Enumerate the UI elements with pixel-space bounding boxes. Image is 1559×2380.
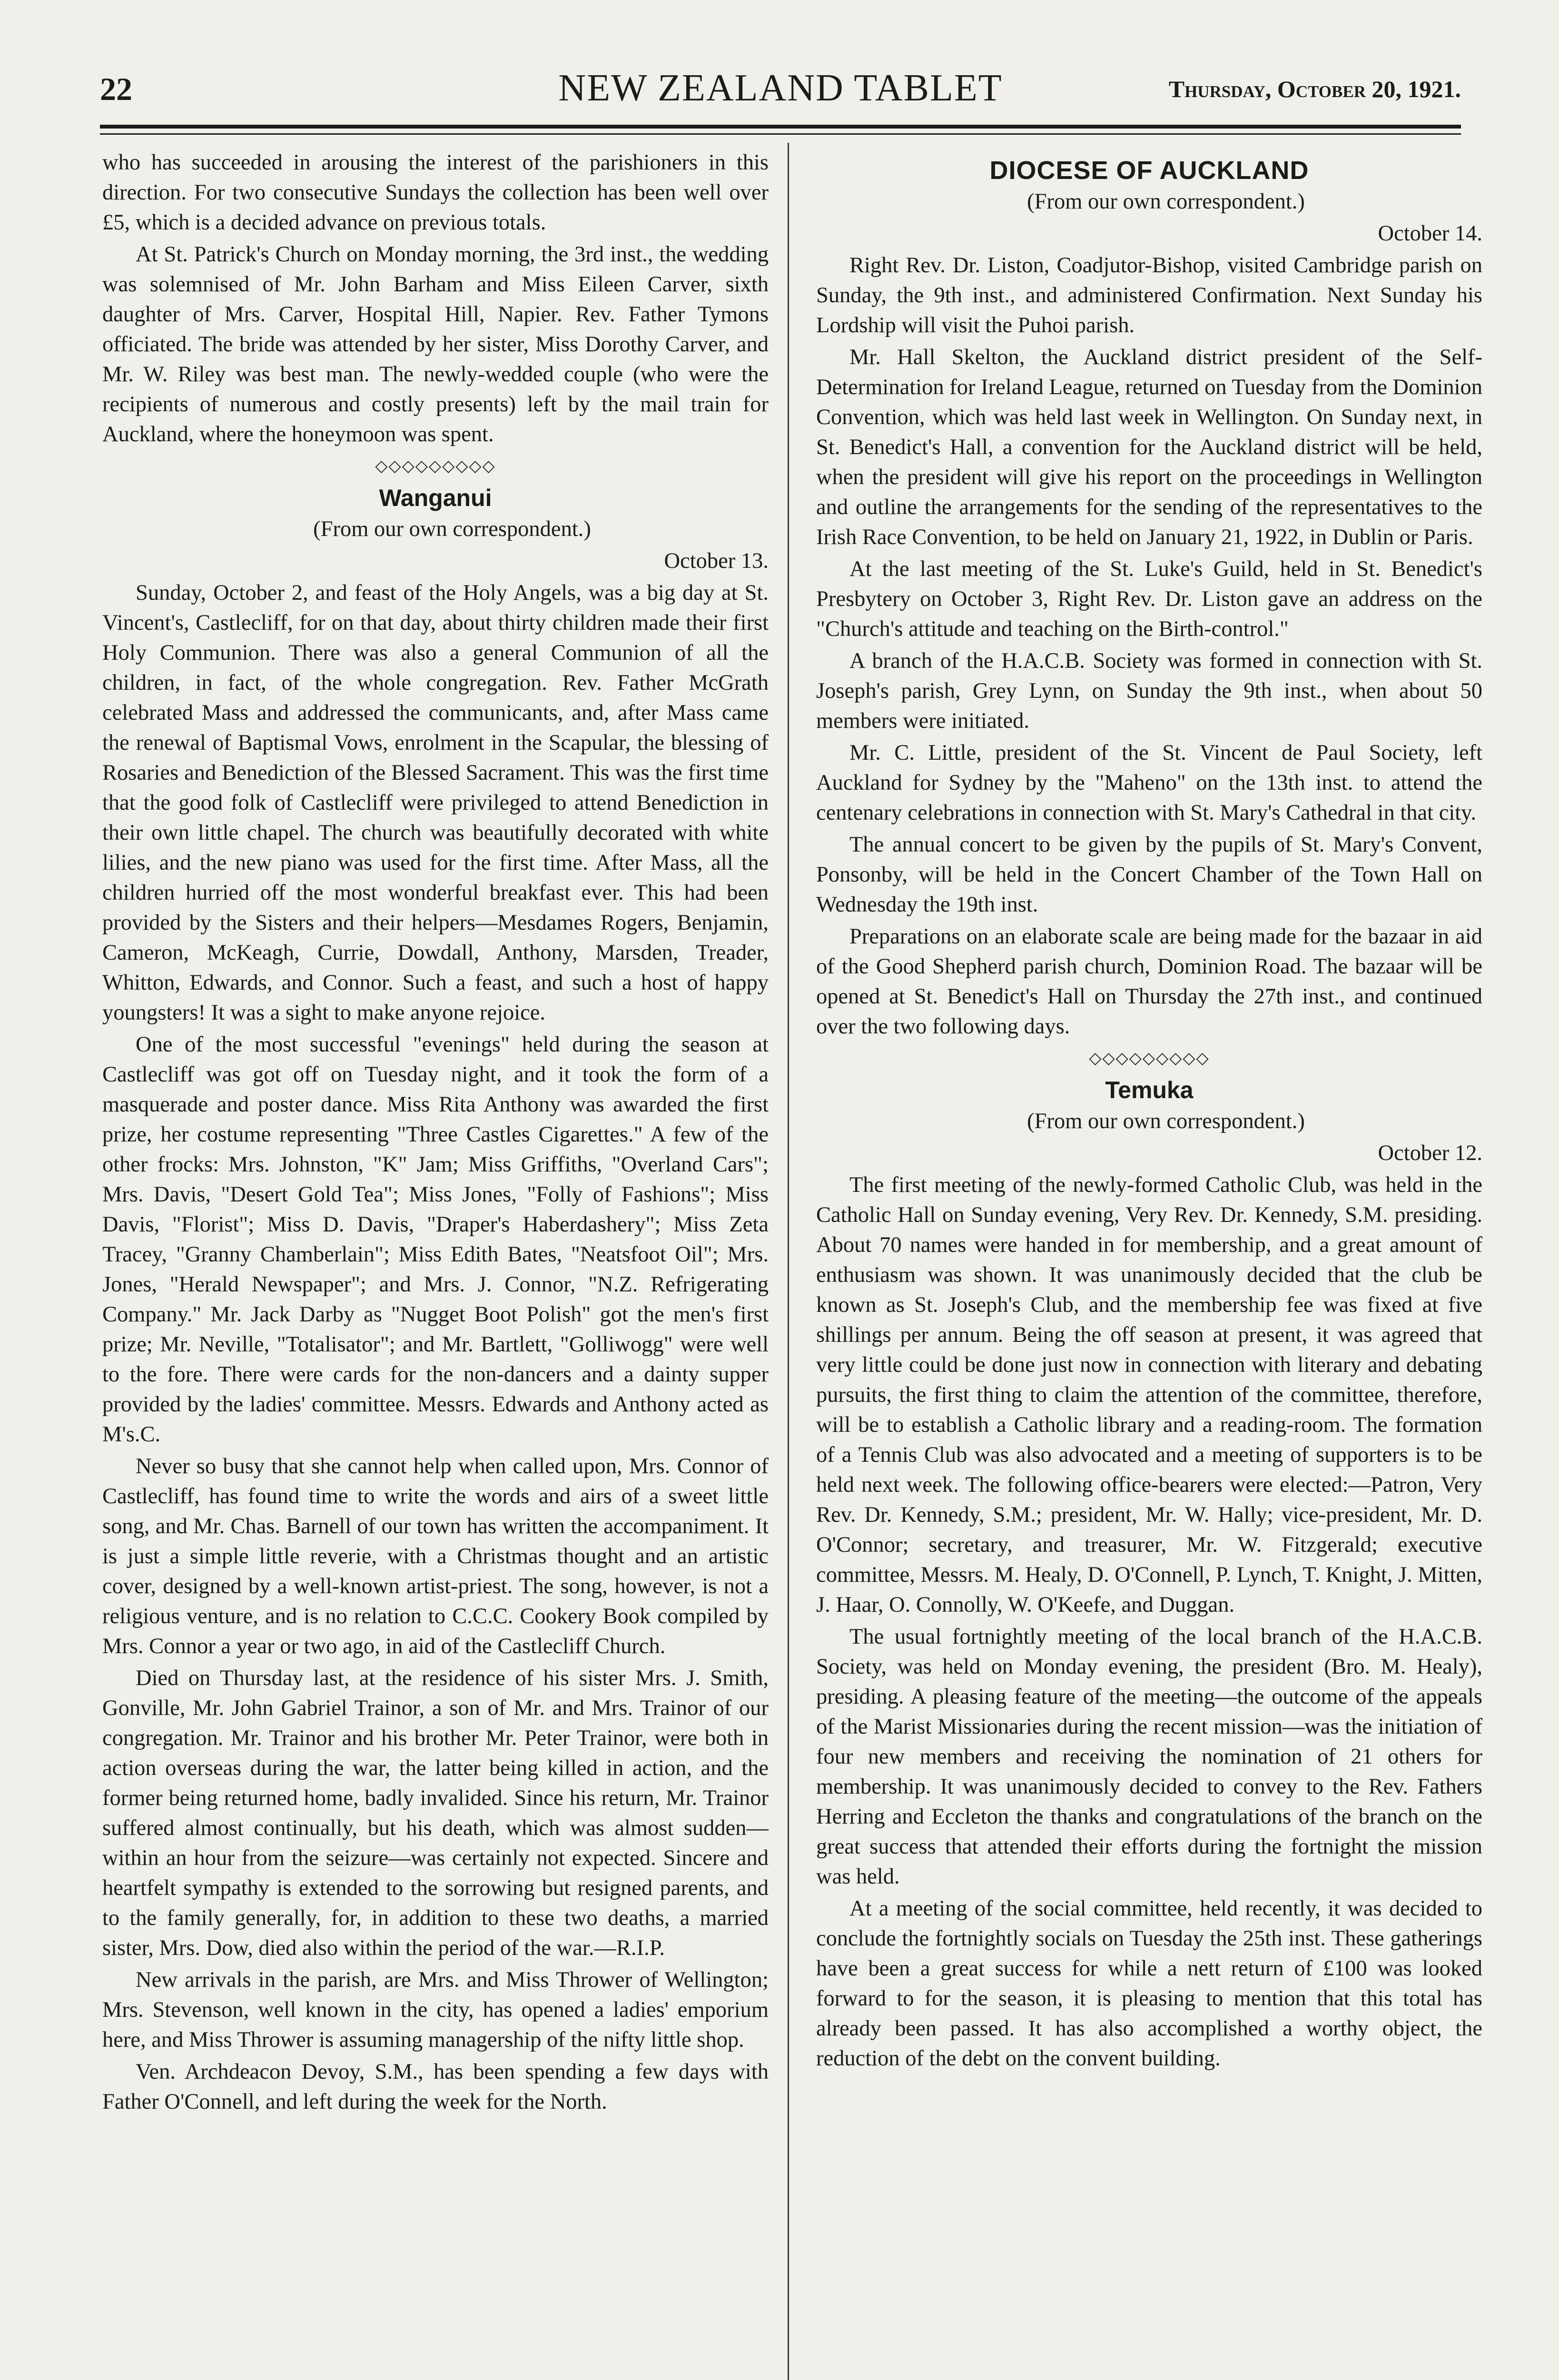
article-paragraph: A branch of the H.A.C.B. Society was formed in connection with St. Joseph's parish, Grey Lynn, on Sunday the 9th inst., when about 50 members were initiated. [816,649,1482,733]
wedding-paragraph: At St. Patrick's Church on Monday morning, the 3rd inst., the wedding was solemnised of Mr. John Barham and Miss Eileen Carver, sixth daughter of Mrs. Carver, Hospital Hill, Napier. Rev. Father Tymons officiated. The bride was attended by her sister, Miss Dorothy Carver, and Mr. W. Riley was best man. The newly-wedded couple (who were the recipients of numerous and costly presents) left by the mail train for Auckland, where the honeymoon was spent. [102,242,769,446]
article-paragraph: Sunday, October 2, and feast of the Holy Angels, was a big day at St. Vincent's, Castlecliff, for on that day, about thirty children made their first Holy Communion. There was also a general Communion of all the children, in fact, of the whole congregation. Rev. Father McGrath celebrated Mass and addressed the communicants, and, after Mass came the renewal of Baptismal Vows, enrolment in the Scapular, the blessing of Rosaries and Benediction of the Blessed Sacrament. This was the first time that the good folk of Castlecliff were privileged to attend Benediction in their own little chapel. The church was beautifully decorated with white lilies, and the new piano was used for the first time. After Mass, all the children hurried off the most wonderful breakfast ever. This had been provided by the Sisters and their helpers—Mesdames Rogers, Benjamin, Cameron, McKeagh, Currie, Dowdall, Anthony, Marsden, Treader, Whitton, Edwards, and Connor. Such a feast, and such a host of happy youngsters! It was a sight to make anyone rejoice. [102,581,769,1025]
header-rule-thin [100,133,1461,135]
article-paragraph: One of the most successful "evenings" held during the season at Castlecliff was got off on Tuesday night, and it took the form of a masquerade and poster dance. Miss Rita Anthony was awarded the first prize, her costume representing "Three Castles Cigarettes." A few of the other frocks: Mrs. Johnston, "K" Jam; Miss Griffiths, "Overland Cars"; Mrs. Davis, "Desert Gold Tea"; Miss Jones, "Folly of Fashions"; Miss Davis, "Florist"; Miss D. Davis, "Draper's Haberdashery"; Miss Zeta Tracey, "Granny Chamberlain"; Miss Edith Bates, "Neatsfoot Oil"; Mrs. Jones, "Herald Newspaper"; and Mrs. J. Connor, "N.Z. Refrigerating Company." Mr. Jack Darby as "Nugget Boot Polish" got the men's first prize; Mr. Neville, "Totalisator"; and Mr. Bartlett, "Golliwogg" were well to the fore. There were cards for the non-dancers and a dainty supper provided by the ladies' committee. Messrs. Edwards and Anthony acted as M's.C. [102,1032,769,1447]
section-byline: (From our own correspondent.) [1027,1109,1305,1133]
page-number: 22 [100,71,132,107]
intro-paragraph: who has succeeded in arousing the interest of the parishioners in this direction. For two consecutive Sundays the collection has been well over £5, which is a decided advance on previous totals. [102,150,769,235]
header-rule [100,125,1461,129]
section-date: October 13. [664,549,769,573]
article-paragraph: The annual concert to be given by the pupils of St. Mary's Convent, Ponsonby, will be held in the Concert Chamber of the Town Hall on Wednesday the 19th inst. [816,833,1482,917]
page-header [100,67,1461,114]
article-paragraph: Died on Thursday last, at the residence of his sister Mrs. J. Smith, Gonville, Mr. John Gabriel Trainor, a son of Mr. and Mrs. Trainor of our congregation. Mr. Trainor and his brother Mr. Peter Trainor, were both in action overseas during the war, the latter being killed in action, and the former being returned home, badly invalided. Since his return, Mr. Trainor suffered almost continually, but his death, which was almost sudden—within an hour from the seizure—was certainly not expected. Sincere and heartfelt sympathy is extended to the sorrowing but resigned parents, and to the family generally, for, in addition to these two deaths, a married sister, Mrs. Dow, died also within the period of the war.—R.I.P. [102,1666,769,1960]
section-title-auckland: DIOCESE OF AUCKLAND [989,156,1309,185]
section-date: October 14. [1378,221,1482,246]
section-title-wanganui: Wanganui [379,485,492,511]
right-column [816,151,1482,2075]
article-paragraph: Mr. C. Little, president of the St. Vincent de Paul Society, left Auckland for Sydney by the "Maheno" on the 13th inst. to attend the centenary celebrations in connection with St. Mary's Cathedral in that city. [816,741,1482,825]
masthead: NEW ZEALAND TABLET [558,67,1003,109]
dateline: Thursday, October 20, 1921. [1168,76,1461,102]
section-divider-ornament: ◇◇◇◇◇◇◇◇◇ [375,457,496,475]
section-byline: (From our own correspondent.) [313,517,591,541]
section-title-temuka: Temuka [1105,1077,1194,1103]
article-paragraph: The first meeting of the newly-formed Catholic Club, was held in the Catholic Hall on Sunday evening, Very Rev. Dr. Kennedy, S.M. presiding. About 70 names were handed in for membership, and a great amount of enthusiasm was shown. It was unanimously decided that the club be known as St. Joseph's Club, and the membership fee was fixed at five shillings per annum. Being the off season at present, it was agreed that very little could be done just now in connection with literary and debating pursuits, the first thing to claim the attention of the committee, therefore, will be to establish a Catholic library and a reading-room. The formation of a Tennis Club was also advocated and a meeting of supporters is to be held next week. The following office-bearers were elected:—Patron, Very Rev. Dr. Kennedy, S.M.; president, Mr. W. Hally; vice-president, Mr. D. O'Connor; secretary, and treasurer, Mr. W. Fitzgerald; executive committee, Messrs. M. Healy, D. O'Connell, P. Lynch, T. Knight, J. Mitten, J. Haar, O. Connolly, W. O'Keefe, and Duggan. [816,1173,1482,1617]
article-paragraph: Preparations on an elaborate scale are being made for the bazaar in aid of the Good Shepherd parish church, Dominion Road. The bazaar will be opened at St. Benedict's Hall on Thursday the 27th inst., and continued over the two following days. [816,924,1482,1039]
article-paragraph: At a meeting of the social committee, held recently, it was decided to conclude the fortnightly socials on Tuesday the 25th inst. These gatherings have been a great success for while a nett return of £100 was looked forward to for the season, it is pleasing to mention that this total has already been passed. It has also accomplished a worthy object, the reduction of the debt on the convent building. [816,1896,1482,2071]
section-date: October 12. [1378,1141,1482,1165]
section-byline: (From our own correspondent.) [1027,189,1305,214]
article-paragraph: Ven. Archdeacon Devoy, S.M., has been spending a few days with Father O'Connell, and left during the week for the North. [102,2060,769,2114]
article-paragraph: The usual fortnightly meeting of the local branch of the H.A.C.B. Society, was held on Monday evening, the president (Bro. M. Healy), presiding. A pleasing feature of the meeting—the outcome of the appeals of the Marist Missionaries during the recent mission—was the initiation of four new members and receiving the nomination of 21 others for membership. It was unanimously decided to convey to the Rev. Fathers Herring and Eccleton the thanks and congratulations of the branch on the great success that attended their efforts during the fortnight the mission was held. [816,1625,1482,1889]
left-column [102,148,769,2119]
article-paragraph: Never so busy that she cannot help when called upon, Mrs. Connor of Castlecliff, has found time to write the words and airs of a sweet little song, and Mr. Chas. Barnell of our town has written the accompaniment. It is just a simple little reverie, with a Christmas thought and an artistic cover, designed by a well-known artist-priest. The song, however, is not a religious venture, and is no relation to C.C.C. Cookery Book compiled by Mrs. Connor a year or two ago, in aid of the Castlecliff Church. [102,1454,769,1658]
section-divider-ornament: ◇◇◇◇◇◇◇◇◇ [1089,1050,1210,1067]
article-paragraph: New arrivals in the parish, are Mrs. and Miss Thrower of Wellington; Mrs. Stevenson, well known in the city, has opened a ladies' emporium here, and Miss Thrower is assuming managership of the nifty little shop. [102,1968,769,2052]
article-paragraph: At the last meeting of the St. Luke's Guild, held in St. Benedict's Presbytery on October 3, Right Rev. Dr. Liston gave an address on the "Church's attitude and teaching on the Birth-control." [816,557,1482,641]
column-divider [788,143,789,2380]
article-paragraph: Right Rev. Dr. Liston, Coadjutor-Bishop, visited Cambridge parish on Sunday, the 9th inst., and administered Confirmation. Next Sunday his Lordship will visit the Puhoi parish. [816,253,1482,337]
article-paragraph: Mr. Hall Skelton, the Auckland district president of the Self-Determination for Ireland League, returned on Tuesday from the Dominion Convention, which was held last week in Wellington. On Sunday next, in St. Benedict's Hall, a convention for the Auckland district will be held, when the president will give his report on the proceedings in Wellington and outline the arrangements for the sending of the representatives to the Irish Race Convention, to be held on January 21, 1922, in Dublin or Paris. [816,345,1482,549]
